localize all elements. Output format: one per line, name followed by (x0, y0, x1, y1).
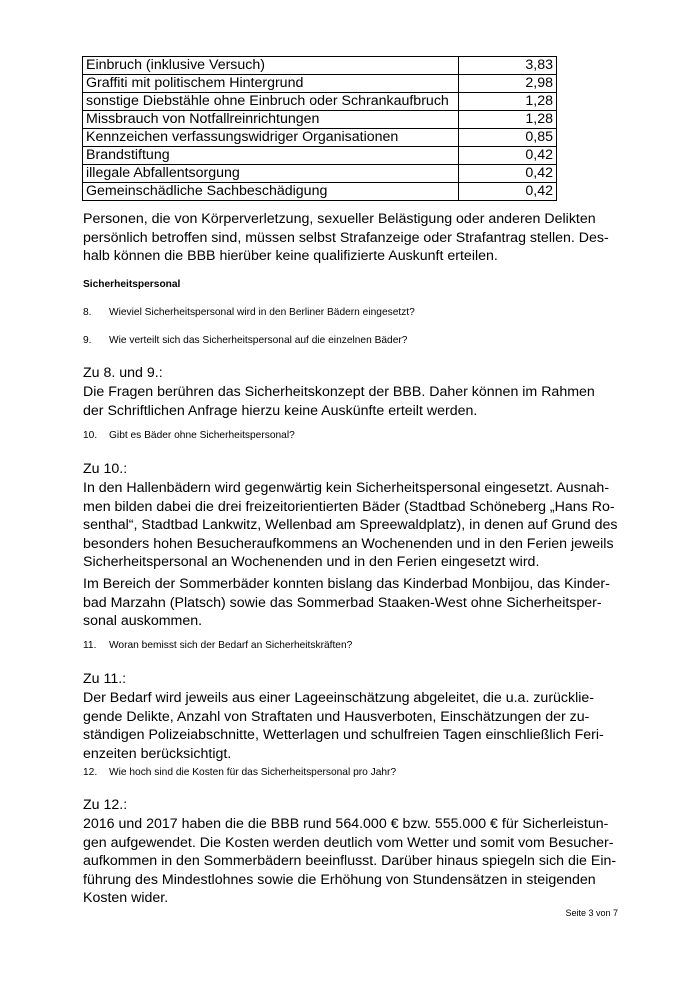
text-line: Kosten wider. (83, 890, 169, 907)
text-line: der Schriftlichen Anfrage hierzu keine Auskünfte erteilt werden. (83, 402, 478, 419)
question-8 (83, 307, 415, 318)
text-line: halb können die BBB hierüber keine qualifizierte Auskunft erteilen. (83, 248, 498, 265)
answer-10-paragraph-2 (83, 575, 623, 631)
answer-label-11: Zu 11.: (83, 671, 127, 687)
question-number: 10. (83, 430, 98, 441)
text-line: Personen, die von Körperverletzung, sexueller Belästigung oder anderen Delikten (83, 211, 596, 227)
offense-label: Graffiti mit politischem Hintergrund (83, 75, 459, 93)
offense-label: Einbruch (inklusive Versuch) (83, 57, 459, 75)
question-number: 11. (83, 640, 97, 651)
offense-table (82, 56, 557, 201)
text-line: In den Hallenbädern wird gegenwärtig kein Sicherheitspersonal eingesetzt. Ausnah- (83, 480, 610, 496)
answer-12 (83, 815, 623, 908)
text-line: aufkommen in den Sommerbädern beeinflusst. Darüber hinaus spiegeln sich die Ein- (83, 853, 617, 870)
question-text: Woran bemisst sich der Bedarf an Sicherheitskräften? (109, 640, 353, 651)
question-number: 9. (83, 335, 92, 346)
question-10 (83, 430, 295, 441)
answer-label-8-9: Zu 8. und 9.: (83, 365, 163, 381)
offense-label: Gemeinschädliche Sachbeschädigung (83, 183, 459, 201)
question-12 (83, 767, 396, 778)
answer-8-9 (83, 383, 623, 420)
text-line: senthal“, Stadtbad Lankwitz, Wellenbad am Spreewaldplatz), in denen auf Grund des (83, 517, 618, 534)
text-line: gen aufgewendet. Die Kosten werden deutlich vom Wetter und somit vom Besucher- (83, 834, 614, 851)
answer-label-10: Zu 10.: (83, 461, 128, 477)
table-row (83, 57, 557, 75)
offense-label: Kennzeichen verfassungswidriger Organisationen (83, 129, 459, 147)
table-row (83, 147, 557, 165)
text-line: 2016 und 2017 haben die die BBB rund 564.000 € bzw. 555.000 € für Sicherleistun- (83, 816, 609, 832)
table-row (83, 111, 557, 129)
offense-value: 1,28 (459, 93, 557, 111)
question-number: 12. (83, 767, 98, 778)
text-line: besonders hohen Besucheraufkommens an Wochenenden und in den Ferien jeweils (83, 535, 614, 552)
text-line: persönlich betroffen sind, müssen selbst Strafanzeige oder Strafantrag stellen. Des- (83, 229, 609, 246)
text-line: ständigen Polizeiabschnitte, Wetterlagen und schulfreien Tagen einschließlich Feri- (83, 727, 604, 744)
text-line: men bilden dabei die drei freizeitorientierten Bäder (Stadtbad Schöneberg „Hans Ro- (83, 498, 615, 515)
offense-value: 0,42 (459, 165, 557, 183)
question-11 (83, 640, 352, 651)
table-row (83, 93, 557, 111)
text-line: Der Bedarf wird jeweils aus einer Lageeinschätzung abgeleitet, die u.a. zurücklie- (83, 690, 595, 706)
question-text: Wie verteilt sich das Sicherheitspersonal auf die einzelnen Bäder? (109, 335, 408, 346)
question-text: Wieviel Sicherheitspersonal wird in den Berliner Bädern eingesetzt? (109, 307, 415, 318)
text-line: bad Marzahn (Platsch) sowie das Sommerbad Staaken-West ohne Sicherheitsper- (83, 594, 602, 611)
table-row (83, 183, 557, 201)
text-line: Sicherheitspersonal an Wochenenden und in den Ferien eingesetzt wird. (83, 554, 540, 571)
offense-label: sonstige Diebstähle ohne Einbruch oder Schrankaufbruch (83, 93, 459, 111)
table-row (83, 129, 557, 147)
offense-label: illegale Abfallentsorgung (83, 165, 459, 183)
offense-label: Brandstiftung (83, 147, 459, 165)
question-9 (83, 335, 407, 346)
answer-11 (83, 689, 623, 763)
text-line: Im Bereich der Sommerbäder konnten bislang das Kinderbad Monbijou, das Kinder- (83, 576, 610, 592)
question-number: 8. (83, 307, 92, 318)
offense-label: Missbrauch von Notfallreinrichtungen (83, 111, 459, 129)
text-line: sonal auskommen. (83, 613, 203, 630)
text-line: führung des Mindestlohnes sowie die Erhöhung von Stundensätzen in steigenden (83, 871, 596, 888)
text-line: enzeiten berücksichtigt. (83, 745, 232, 762)
offense-value: 0,42 (459, 183, 557, 201)
answer-10-paragraph-1 (83, 479, 623, 572)
answer-label-12: Zu 12.: (83, 797, 128, 813)
intro-paragraph (83, 210, 623, 266)
question-text: Wie hoch sind die Kosten für das Sicherheitspersonal pro Jahr? (109, 767, 397, 778)
question-text: Gibt es Bäder ohne Sicherheitspersonal? (109, 430, 295, 441)
text-line: gende Delikte, Anzahl von Straftaten und Hausverboten, Einschätzungen der zu- (83, 708, 590, 725)
text-line: Die Fragen berühren das Sicherheitskonzept der BBB. Daher können im Rahmen (83, 384, 595, 400)
offense-value: 1,28 (459, 111, 557, 129)
offense-value: 0,42 (459, 147, 557, 165)
table-row (83, 75, 557, 93)
offense-value: 0,85 (459, 129, 557, 147)
page-number: Seite 3 von 7 (565, 908, 618, 918)
offense-value: 2,98 (459, 75, 557, 93)
offense-value: 3,83 (459, 57, 557, 75)
section-heading: Sicherheitspersonal (83, 279, 181, 290)
table-row (83, 165, 557, 183)
